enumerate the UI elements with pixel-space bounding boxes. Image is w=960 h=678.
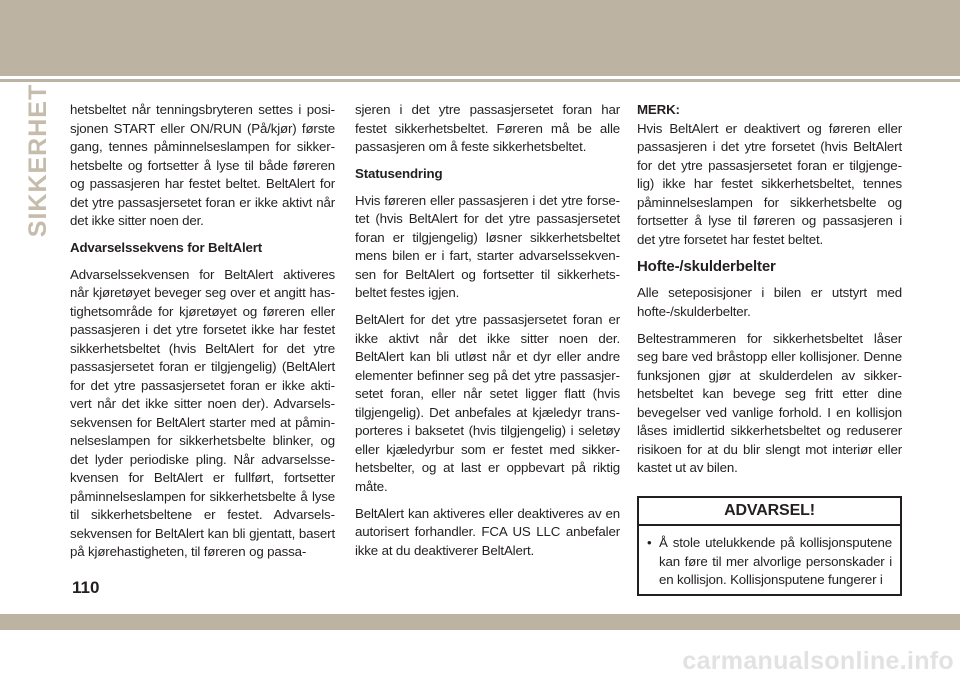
section-tab-label: SIKKERHET xyxy=(24,83,53,237)
paragraph: BeltAlert kan aktiveres eller deaktiveres av en autorisert forhandler. FCA US LLC anbefaler ikke at du deaktiverer BeltAlert. xyxy=(355,505,620,558)
paragraph: Advarselssekvensen for BeltAlert aktiveres når kjøretøyet beveger seg over et angitt hastighetsområde for kjøretøyet og føreren eller passasjeren i det ytre forsetet ikke har festet sikkerhetsbeltet (hvis BeltAlert for det ytre passasjersetet foran er tilgjengelig) (BeltAlert for det ytre passasjersetet foran er ikke aktivert når det ikke sitter noen der). Advarselssekvensen for BeltAlert starter med at påminnelseslampen for sikkerhetsbelte blinker, og det lyder periodiske pling. Når advarselssekvensen for BeltAlert er fullført, fortsetter påminnelseslampen for sikkerhetsbelte å lyse til sikkerhetsbeltene er festet. Advarselssekvensen for BeltAlert kan bli gjentatt, basert på kjørehastigheten, til føreren og passa- xyxy=(70,266,335,559)
note-label: MERK: xyxy=(637,102,680,117)
paragraph: Hvis føreren eller passasjeren i det ytre forsetet (hvis BeltAlert for det ytre passasjersetet foran er tilgjengelig) løsner sikkerhetsbeltet mens bilen er i fart, starter advarselssekvensen for BeltAlert og fortsetter til sikkerhetsbeltet festes igjen. xyxy=(355,192,620,300)
footer-band xyxy=(0,614,960,630)
warning-body xyxy=(639,526,900,594)
paragraph: BeltAlert for det ytre passasjersetet foran er ikke aktivt når det ikke sitter noen der. BeltAlert kan bli utløst når et dyr eller andre elementer befinner seg på det ytre passasjersetet foran, eller når setet ligger flatt (hvis tilgjengelig). Det anbefales at kjæledyr transporteres i baksetet (hvis tilgjengelig) i seletøy eller kjæledyrbur som er festet med sikkerhetsbelter, og at last er oppbevart på riktig måte. xyxy=(355,312,620,494)
watermark-text: carmanualsonline.info xyxy=(682,647,954,675)
warning-item xyxy=(647,534,892,590)
warning-item-text: Å stole utelukkende på kollisjonsputene kan føre til mer alvorlige personskader i en kollisjon. Kollisjonsputene fungerer i xyxy=(659,535,892,587)
section-heading: Hofte-/skulderbelter xyxy=(637,257,776,275)
subheading: Advarselssekvens for BeltAlert xyxy=(70,240,263,255)
page-number: 110 xyxy=(72,578,100,597)
column-2 xyxy=(355,101,620,569)
paragraph: sjeren i det ytre passasjersetet foran har festet sikkerhetsbeltet. Føreren må be alle passasjeren om å feste sikkerhetsbeltet. xyxy=(355,102,620,154)
section-tab xyxy=(22,83,56,237)
bullet-icon: • xyxy=(647,535,652,550)
subheading: Statusendring xyxy=(355,166,443,181)
column-1 xyxy=(70,101,335,570)
warning-box xyxy=(637,496,902,596)
paragraph: hetsbeltet når tenningsbryteren settes i posisjonen START eller ON/RUN (På/kjør) første gang, tennes påminnelseslampen for sikkerhetsbelte og fortsetter å lyse til både føreren og passasjeren har festet beltet. BeltAlert for det ytre passasjersetet foran er ikke aktivt når det ikke sitter noen der. xyxy=(70,102,335,228)
warning-title: ADVARSEL! xyxy=(639,498,900,527)
header-band xyxy=(0,0,960,76)
column-3 xyxy=(637,101,902,596)
note-text: Hvis BeltAlert er deaktivert og føreren eller passasjeren i det ytre forsetet (hvis BeltAlert for det ytre passasjersetet foran er tilgjengelig) ikke har festet sikkerhetsbeltet, tennes påminnelseslampen for sikkerhetsbelte og fortsetter å lyse til føreren og passasjeren i det ytre forsetet har festet beltet. xyxy=(637,120,902,247)
paragraph: Beltestrammeren for sikkerhetsbeltet låser seg bare ved bråstopp eller kollisjoner. Denne funksjonen gjør at skulderdelen av sikkerhetsbeltet kan bevege seg fritt etter dine bevegelser ved vanlige forhold. I en kollisjon låses imidlertid sikkerhetsbeltet og reduserer risikoen for at du blir slengt mot interiør eller kastet ut av bilen. xyxy=(637,330,902,475)
paragraph: Alle seteposisjoner i bilen er utstyrt med hofte-/skulderbelter. xyxy=(637,285,902,319)
header-rule xyxy=(0,79,960,82)
